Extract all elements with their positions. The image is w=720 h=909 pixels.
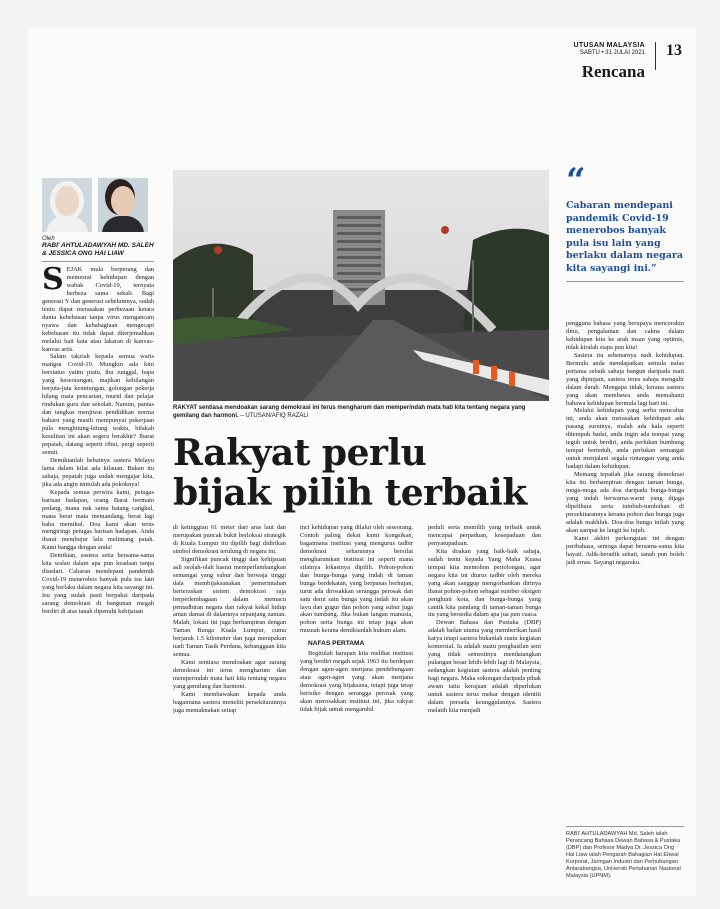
paragraph: Kami akhiri perkongsian ini dengan peribahasa, semoga dapat bersama-sama kita hayati. Adik-beradik sehati, tanah pun boleh jadi emas. Sayangi negaraku. (566, 534, 684, 566)
newspaper-page (28, 28, 696, 896)
paragraph: pengguna bahasa yang berupaya mencerakin ilmu, pengalaman dan cakna dalam kehidupan kita ke arah insan yang optimis, tidak kiralah siapa pun kita! (566, 320, 684, 351)
paragraph: Kita doakan yang baik-baik sahaja, sudah tentu kepada Yang Maha Kuasa tempat kita memohon pertolongan, agar negara kita ini diurus tadbir oleh mereka yang akan sanggup mengorbankan dirinya ibarat pohon-pohon sebagai sumber oksigen penghuni kota, dan bunga-bunga yang cantik kita pandang di taman-taman bunga itu yang bersedia dalam apa jua pun cuaca. (428, 547, 541, 619)
paragraph: Sastera itu sebenarnya nadi kehidupan. Bermula anda mendapatkan semula nafas pertama sebaik sahaja bangun daripada mati yang dipinjam, sastera terus sahaja mengalir dalam darah. Mengapa tidak, kerana sastera yang akan membawa anda memahami bahawa kehidupan bermula lagi hari ini. (566, 351, 684, 407)
headline-line-2: bijak pilih terbaik (173, 472, 527, 514)
article-column-3 (300, 524, 413, 886)
paragraph: SEJAK mula berperang dan memesrai kehidupan dengan wabak Covid-19, ternyata berbeza sama sekali. Bagi generasi Y dan generasi sebelumnya, sudah tentu dapat merasakan perbezaan ketara dunia kebebasan tanpa virus mengancam nyawa dan kebahagiaan mengecapi kebebasan itu tidak dapat diterjemahkan melalui bait kata atau lakaran di kanvas-kanvas artis. (42, 266, 154, 353)
paragraph: Memang tepatlah jika sarang demokrasi kita itu berhampiran dengan taman bunga, moga-moga ada doa daripada bunga-bunga yang indah berwarna-warni yang dijaga dipelihara serta tumbuh-tumbuhan di persekitarannya kerana pohon dan bunga juga adalah makhluk. Doa-doa bunga inilah yang akan sampai ke langit ke tujuh. (566, 471, 684, 534)
paragraph: Kami sentiasa mendoakan agar sarang demokrasi ini terus mengharum dan memperindah mata hati kita tentang negara yang gemilang dan harmoni. (173, 659, 286, 691)
article-column-2 (173, 524, 286, 886)
paragraph: Kami membawakan kepada anda bagaimana sastera meneliti persekitarannya juga memaknakan setiap (173, 691, 286, 714)
masthead (573, 42, 682, 82)
quote-mark-icon: “ (566, 161, 586, 201)
issue-date: SABTU • 31 JULAI 2021 (579, 50, 645, 56)
paragraph: peduli serta memilih yang terbaik untuk mencapai perpaduan, kesepaduan dan penyatupaduan. (428, 524, 541, 547)
paragraph: Signifikan puncak tinggi dan kehijauan asli seolah-olah hasrat memperlambangkan semangat yang subur dan berwaja tinggi dala membijaksanakan pemerintahan berteraskan sistem demokrasi raja berperlembagaan dalam memacu pentadbiran negara dan rakyat kekal hidup aman damai di dalamnya sepanjang zaman. Malah, lokasi ini juga berhampiran dengan Taman Bunga Kuala Lumpur, cuma berjarak 1.5 kilometer dan juga merupakan nadi Taman Tasik Perdana, kebanggaan kita semua. (173, 555, 286, 659)
author-photos (42, 178, 154, 232)
photo-caption (173, 404, 549, 420)
subheading: NAFAS PERTAMA (308, 640, 365, 648)
paper-name: UTUSAN MALAYSIA (573, 42, 645, 49)
paragraph: Kepada semua perwira kami, petugas barisan hadapan, orang Barat bermain pedang, mana nak sama batang cangkul, mana berat mata memandang, berat lagi bahu memikul. Doa kami akan terus mengiringi petugas barisan hadapan. Anda ibarat membujur lalu melintang patah. Kami bangga dengan anda! (42, 488, 154, 552)
author-photo-2 (98, 178, 148, 232)
paragraph: Melalui kehidupan yang serba mencabar ini, anda akan merasakan kehidupan ada pasang surutnya, malah ada kala seperti ditempuh badai, anda ingin ada tempat yang teguh untuk berdiri, anda perlukan bumbung tempat berteduh, anda perlukan semangat untuk menjalani segala rintangan yang anda hadapi dalam kehidupan. (566, 407, 684, 471)
caption-credit: – UTUSAN/AFIQ RAZALI (240, 413, 309, 419)
byline-names: RABI' AHTULADAWYAH MD. SALEH & JESSICA ONG HAI LIAW (42, 242, 154, 257)
author-bio: RABI' AHTULADAWYAH Md. Saleh ialah Perancang Bahasa Dewan Bahasa & Pustaka (DBP) dan Profesor Madya Dr. Jessica Ong Hai Liaw ialah Pengarah Bahagian Hal Ehwal Korporat, Jaringan Industri dan Perhubungan Antarabangsa, Universiti Pertahanan Nasional Malaysia (UPNM). (566, 826, 684, 880)
paragraph: inci kehidupan yang dilalui oleh seseorang. Contoh paling dekat kami kongsikan, bagaimana institusi yang mengurus tadbir demokrasi seharusnya bersifat mengharumkan institusi ini seperti mana sifatnya lokasinya dipilih. Pohon-pohon dan bunga-bunga yang indah di taman bunga berdekatan, yang berpanas berhujan, turut ada dirosakkan serangga perosak dan satu demi satu bunga yang indah itu akan layu dan gugur dan pohon yang subur juga akan tumbang. Jika bukan tangan manusia, pohon serta bunga ini tetap juga akan musnah kerana demikianlah hukum alam. (300, 524, 413, 635)
masthead-meta (573, 42, 645, 82)
dropcap: S (42, 266, 64, 297)
pull-quote-text: Cabaran mendepani pandemik Covid-19 menerobos banyak pula isu lain yang berlaku dalam negara kita sayangi ini.” (566, 200, 684, 274)
author-photo-1 (42, 178, 92, 232)
paragraph: di ketinggian 61 meter dari aras laut dan merupakan puncak bukit berloksai strategik di Kuala Lumpur itu dipilih bagi didirikan simbol demokrasi terulung di negara ini. (173, 524, 286, 555)
article-column-4 (428, 524, 541, 886)
paragraph: Dewan Bahasa dan Pustaka (DBP) adalah badan utama yang memberikan hasil karya tetapi sastera bukanlah suatu kegiatan komersial. Ia adalah suatu penghasilan seni yang tidak semestinya mendatangkan pulangan besar lebih-lebih lagi di Malaysia, sedangkan kegiatan sastera adalah penting bagi negara. Maka sokongan daripada pihak awam iaitu kerajaan adalah diperlukan untuk sastera terus mekar dengan identiti dalam persada keunggulannya. Sastera melatih kita menjadi (428, 619, 541, 714)
article-column-5 (566, 320, 684, 595)
paragraph: Demikianlah hebatnya sastera Melayu lama dalam kilat ada kilauan. Bukan itu sahaja, pepatah juga sudah mengajar kita, jika ada angin tentulah ada pokoknya! (42, 456, 154, 488)
article-column-1 (42, 266, 154, 886)
byline-block (42, 178, 154, 262)
section-title: Rencana (581, 62, 645, 81)
paragraph: Begitulah harapan kita melihat institusi yang berdiri megah sejak 1963 itu berdepan dengan agen-agen menjana pendebungaan atau agen-agen yang akan menjana demokrasi yang bijaksana, tetapi juga tetap berisiko dengan serangga perosak yang akan merosakkan institusi ini, jika rakyat tidak bijak untuk mengambil (300, 650, 413, 713)
headline-line-1: Rakyat perlu (173, 432, 427, 474)
page-number: 13 (655, 42, 682, 70)
paragraph: Demikian, sastera setia bersama-sama kita walau dalam apa pun keadaan tanpa disedari. Cabaran mendepani pandemik Covid-19 menerobos banyak pula isu lain yang berlaku dalam negara kita sayangi ini. Isu yang sudah pasti berpaksi daripada sarang demokrasi di bangunan megah berdiri di atas tanah dipenuhi kehijauan (42, 552, 154, 615)
headline (173, 433, 549, 513)
byline-prefix: Oleh (42, 236, 55, 242)
paragraph: Salam takziah kepada semua waris mangsa Covid-19. Mungkin ada kini berstatus yatim piatu, ibu tunggal, bapa yang keseorangan, majikan kehilangan berjuta-juta keuntungan, golongan pekerja hilang mata pencarian, murid dan pelajar rindukan guru dan sekolah. Namun, pantas dan tangkas menjiwai pendidikan norma baharu yang masih mempunyai pekerjaan pula menghitung-hitung waktu, bilakah kesulitan ini akan segera berakhir? Ibarat pepatah, datang seperti ribut, pergi seperti semut. (42, 353, 154, 456)
pull-quote (566, 161, 684, 282)
caption-text: RAKYAT sentiasa mendoakan sarang demokrasi ini terus mengharum dan memperindah mata hati kita tentang negara yang gemilang dan harmoni. (173, 405, 526, 419)
parliament-photo (173, 170, 549, 401)
